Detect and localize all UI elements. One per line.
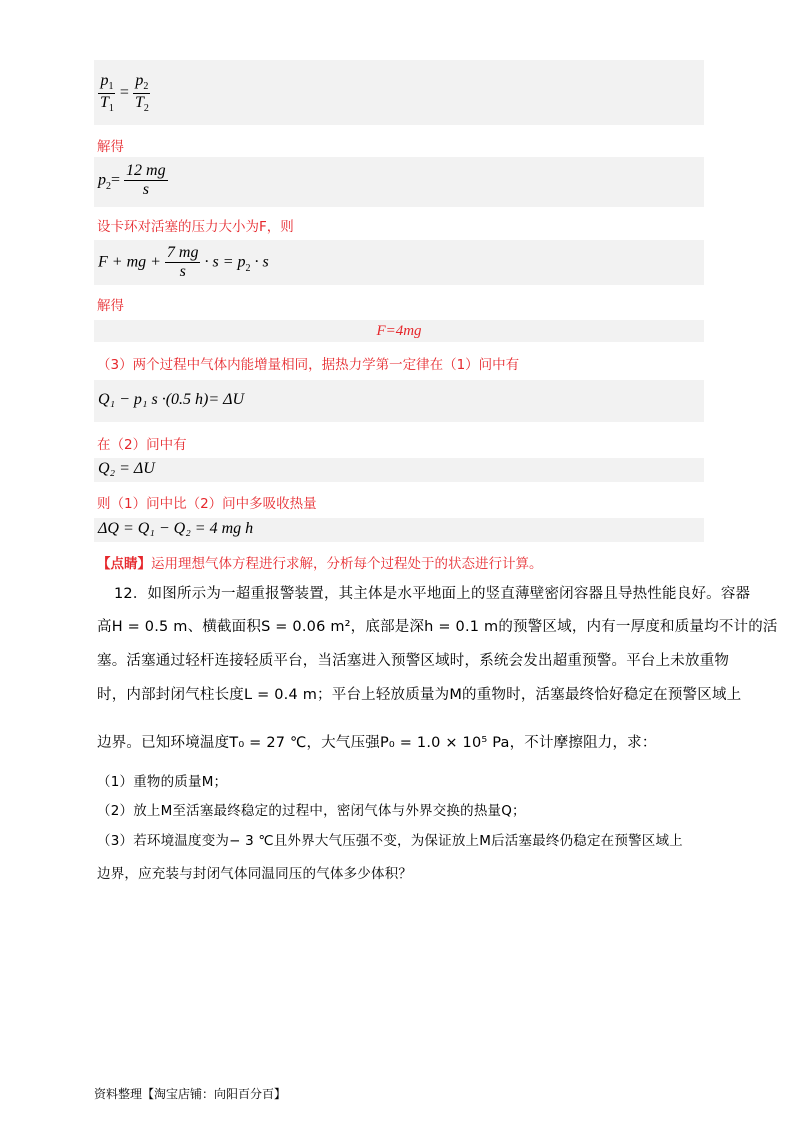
equation-box-5 <box>94 458 704 482</box>
part3-text: （3）两个过程中气体内能增量相同，据热力学第一定律在（1）问中有 <box>97 357 520 373</box>
footer-source: 资料整理【淘宝店铺：向阳百分百】 <box>94 1087 287 1101</box>
force-definition: 设卡环对活塞的压力大小为F，则 <box>97 219 294 235</box>
subquestion-3-cont: 边界，应充装与封闭气体同温同压的气体多少体积？ <box>97 866 413 882</box>
equation-first-law-1: Q₁ − p₁ s ·(0.5 h)= ΔU <box>98 391 245 408</box>
solve-label-1: 解得 <box>97 139 124 155</box>
comment-text: 运用理想气体方程进行求解，分析每个过程处于的状态进行计算。 <box>151 556 543 572</box>
question-12-line-1: 12．如图所示为一超重报警装置，其主体是水平地面上的竖直薄壁密闭容器且导热性能良好。容器 <box>114 586 751 602</box>
question-12-line-2: 高H = 0.5 m、横截面积S = 0.06 m²，底部是深h = 0.1 m的预警区域，内有一厚度和质量均不计的活 <box>97 619 778 635</box>
comment-tag: 【点睛】 <box>97 556 151 572</box>
equation-first-law-2: Q₂ = ΔU <box>98 460 155 477</box>
equation-charles-law: $\frac{p_1}{T_1}$ = $\frac{p_2}{T_2}$ <box>100 72 149 114</box>
question-12-line-3: 塞。活塞通过轻杆连接轻质平台，当活塞进入预警区域时，系统会发出超重预警。平台上未放重物 <box>97 653 730 669</box>
comment-line <box>97 552 543 572</box>
equation-force-balance: F + mg + $\frac{7 mg}{s}$ · $s = p_2 \cdot s$ <box>98 244 269 281</box>
question-12-line-4: 时，内部封闭气柱长度L = 0.4 m；平台上轻放质量为M的重物时，活塞最终恰好稳定在预警区域上 <box>97 687 742 703</box>
question-12-line-5: 边界。已知环境温度T₀ = 27 ℃，大气压强P₀ = 1.0 × 10⁵ Pa，不计摩擦阻力，求： <box>97 735 657 751</box>
subquestion-1: （1）重物的质量M； <box>97 774 228 790</box>
subquestion-3: （3）若环境温度变为− 3 ℃且外界大气压强不变，为保证放上M后活塞最终仍稳定在预警区域上 <box>97 833 683 849</box>
equation-box-1 <box>94 60 704 125</box>
part2-text: 在（2）问中有 <box>97 437 187 453</box>
equation-heat-difference: ΔQ = Q₁ − Q₂ = 4 mg h <box>98 520 254 537</box>
equation-box-2 <box>94 157 704 207</box>
answer-force: F=4mg <box>376 323 422 339</box>
solve-label-2: 解得 <box>97 298 124 314</box>
equation-p2: $p_2=$ $\frac{12 mg}{s}$ <box>98 162 166 199</box>
compare-text: 则（1）问中比（2）问中多吸收热量 <box>97 496 317 512</box>
subquestion-2: （2）放上M至活塞最终稳定的过程中，密闭气体与外界交换的热量Q； <box>97 803 526 819</box>
